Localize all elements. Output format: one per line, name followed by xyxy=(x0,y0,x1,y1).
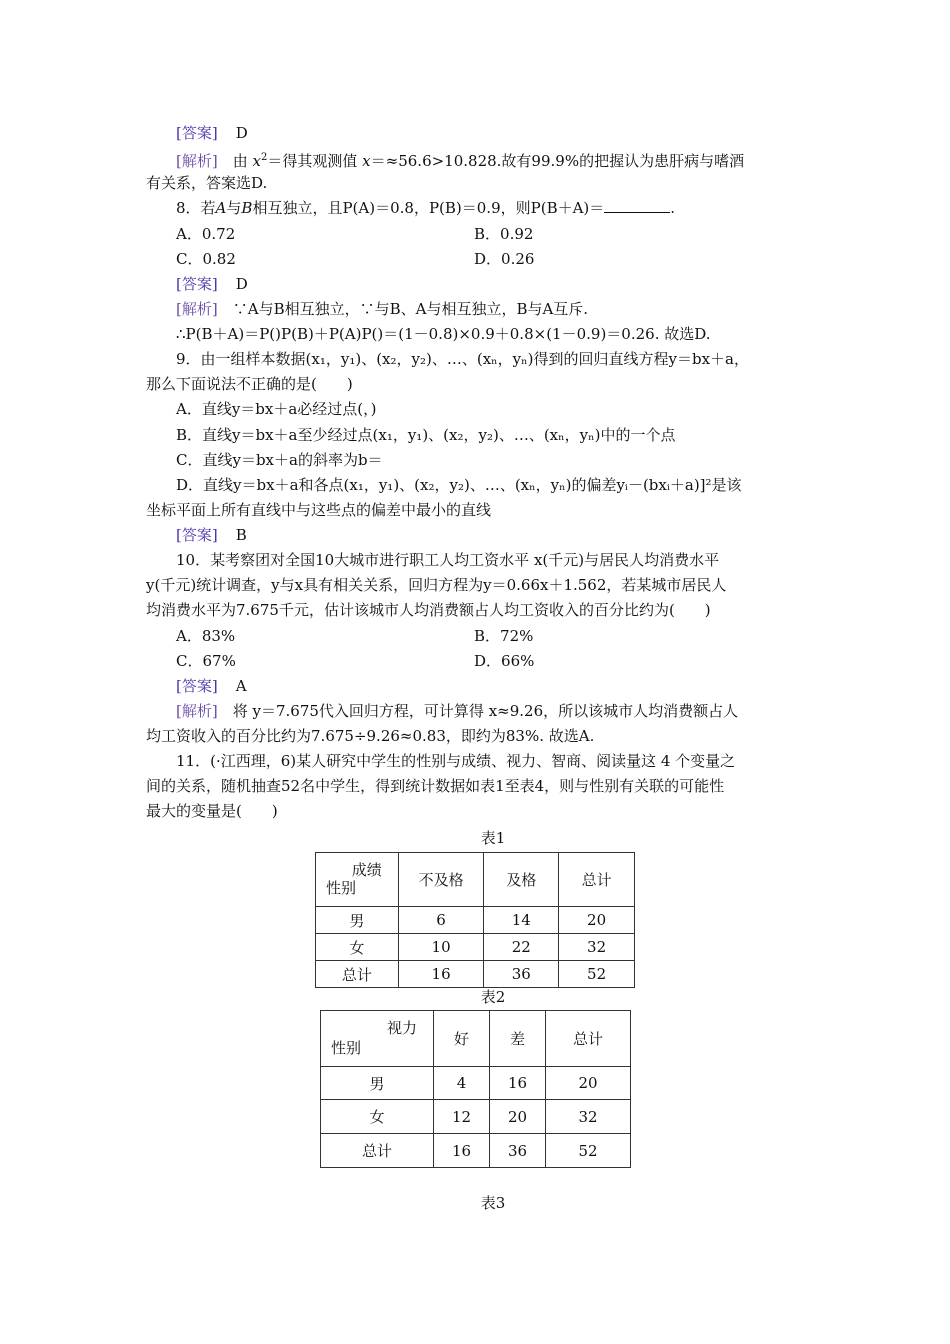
table-cell: 20 xyxy=(559,907,635,934)
table-cell: 男 xyxy=(316,907,399,934)
table-cell: 16 xyxy=(434,1134,490,1168)
analysis-var: x xyxy=(362,152,371,170)
q9-option-c: C．直线y＝bx＋a的斜率为b＝ xyxy=(176,451,383,469)
table-cell: 14 xyxy=(484,907,559,934)
q10-option-d: D．66% xyxy=(474,652,535,670)
q9-answer xyxy=(176,525,247,545)
table-row xyxy=(321,1100,631,1134)
corner-top-label: 成绩 xyxy=(351,861,382,879)
q8-option-c: C．0.82 xyxy=(176,250,236,268)
answer-value: D xyxy=(235,275,248,293)
table-cell: 20 xyxy=(546,1067,631,1100)
q10-stem-line1: 10．某考察团对全国10大城市进行职工人均工资水平 x(千元)与居民人均消费水平 xyxy=(176,551,720,569)
answer-tag: [答案] xyxy=(176,124,218,142)
analysis-text: ＝得其观测值 xyxy=(267,152,358,170)
analysis-text: ＝≈56.6>10.828.故有99.9%的把握认为患肝病与嗜酒 xyxy=(370,152,745,170)
q10-option-c: C．67% xyxy=(176,652,236,670)
table-cell: 10 xyxy=(398,934,484,961)
q7-analysis xyxy=(176,148,744,171)
q11-stem-line2: 间的关系，随机抽查52名中学生，得到统计数据如表1至表4，则与性别有关联的可能性 xyxy=(146,777,725,795)
analysis-tag: [解析] xyxy=(176,702,218,720)
table-cell: 32 xyxy=(546,1100,631,1134)
table-row xyxy=(316,907,635,934)
table3-caption: 表3 xyxy=(480,1194,506,1212)
q10-answer xyxy=(176,676,247,696)
stem-text: P(A)＝0.8，P(B)＝0.9，则 xyxy=(342,199,531,217)
answer-tag: [答案] xyxy=(176,677,218,695)
stem-text: 相互独立，且 xyxy=(252,199,343,217)
q10-analysis xyxy=(176,701,738,721)
q10-stem-line2: y(千元)统计调查，y与x具有相关关系，回归方程为y＝0.66x＋1.562，若某城市居民人 xyxy=(146,576,727,594)
table1-header: 总计 xyxy=(559,853,635,907)
analysis-var: x xyxy=(252,152,261,170)
table-cell: 男 xyxy=(321,1067,434,1100)
table-row xyxy=(321,1134,631,1168)
q10-option-a: A．83% xyxy=(176,627,236,645)
q8-option-d: D．0.26 xyxy=(474,250,535,268)
table-cell: 52 xyxy=(546,1134,631,1168)
q7-answer xyxy=(176,123,248,143)
analysis-text: 由 xyxy=(232,152,248,170)
analysis-tag: [解析] xyxy=(176,300,218,318)
answer-tag: [答案] xyxy=(176,275,218,293)
table-cell: 6 xyxy=(398,907,484,934)
stem-var: B xyxy=(241,199,253,217)
q7-analysis-line2: 有关系，答案选D. xyxy=(146,174,268,192)
q11-stem-line1: 11．(·江西理，6)某人研究中学生的性别与成绩、视力、智商、阅读量这 4 个变量之 xyxy=(176,752,736,770)
q10-analysis-line2: 均工资收入的百分比约为7.675÷9.26≈0.83，即约为83%. 故选A. xyxy=(146,727,595,745)
q9-stem-line2: 那么下面说法不正确的是( ) xyxy=(146,375,353,393)
table-cell: 20 xyxy=(490,1100,546,1134)
table1-corner xyxy=(316,853,399,907)
q8-answer xyxy=(176,274,248,294)
table-cell: 总计 xyxy=(321,1134,434,1168)
table2-corner xyxy=(321,1011,434,1067)
table2-caption: 表2 xyxy=(480,988,506,1006)
table-cell: 总计 xyxy=(316,961,399,988)
analysis-text: 将 y＝7.675代入回归方程，可计算得 x≈9.26，所以该城市人均消费额占人 xyxy=(232,702,739,720)
q10-stem-line3: 均消费水平为7.675千元，估计该城市人均消费额占人均工资收入的百分比约为( ) xyxy=(146,601,711,619)
table1-caption: 表1 xyxy=(480,829,506,847)
table-row xyxy=(316,934,635,961)
analysis-tag: [解析] xyxy=(176,152,218,170)
table1-header: 及格 xyxy=(484,853,559,907)
q10-option-b: B．72% xyxy=(474,627,534,645)
answer-blank xyxy=(604,198,670,213)
table-cell: 16 xyxy=(398,961,484,988)
answer-tag: [答案] xyxy=(176,526,218,544)
stem-text: P(B＋A)＝ xyxy=(530,199,605,217)
table-row xyxy=(321,1067,631,1100)
table-cell: 52 xyxy=(559,961,635,988)
answer-value: A xyxy=(235,677,247,695)
stem-var: A xyxy=(215,199,227,217)
stem-text: . xyxy=(670,199,676,217)
table-cell: 22 xyxy=(484,934,559,961)
table-cell: 16 xyxy=(490,1067,546,1100)
q9-option-d: D．直线y＝bx＋a和各点(x₁，y₁)、(x₂，y₂)、…、(xₙ，yₙ)的偏差yᵢ－(bxᵢ＋a)]²是该 xyxy=(176,476,742,494)
q9-stem-line1: 9．由一组样本数据(x₁，y₁)、(x₂，y₂)、…、(xₙ，yₙ)得到的回归直线方程y＝bx＋a， xyxy=(176,350,749,368)
table1 xyxy=(315,852,635,988)
analysis-text: ∵A与B相互独立，∵与B、A与相互独立，B与A互斥. xyxy=(232,300,589,318)
q8-analysis xyxy=(176,299,588,319)
table1-header: 不及格 xyxy=(398,853,484,907)
answer-value: D xyxy=(235,124,248,142)
table2 xyxy=(320,1010,631,1168)
answer-value: B xyxy=(235,526,247,544)
q11-stem-line3: 最大的变量是( ) xyxy=(146,802,278,820)
q8-option-b: B．0.92 xyxy=(474,225,534,243)
q9-option-a: A．直线y＝bx＋a必经过点(，) xyxy=(176,400,377,418)
table-cell: 32 xyxy=(559,934,635,961)
q8-analysis-line2: ∴P(B＋A)＝P()P(B)＋P(A)P()＝(1－0.8)×0.9＋0.8×(1－0.9)＝0.26. 故选D. xyxy=(176,325,711,343)
corner-bottom-label: 性别 xyxy=(331,1039,362,1057)
table-cell: 女 xyxy=(321,1100,434,1134)
table-cell: 女 xyxy=(316,934,399,961)
corner-bottom-label: 性别 xyxy=(326,879,357,897)
q8-option-a: A．0.72 xyxy=(176,225,236,243)
analysis-sup: 2 xyxy=(261,152,268,163)
q9-option-d-line2: 坐标平面上所有直线中与这些点的偏差中最小的直线 xyxy=(146,501,492,519)
table2-header: 好 xyxy=(434,1011,490,1067)
table2-header: 总计 xyxy=(546,1011,631,1067)
corner-top-label: 视力 xyxy=(386,1019,417,1037)
stem-text: 与 xyxy=(226,199,242,217)
table-cell: 4 xyxy=(434,1067,490,1100)
table-cell: 36 xyxy=(484,961,559,988)
q9-option-b: B．直线y＝bx＋a至少经过点(x₁，y₁)、(x₂，y₂)、…、(xₙ，yₙ)中的一个点 xyxy=(176,426,676,444)
table-row xyxy=(316,961,635,988)
q8-stem xyxy=(176,198,675,218)
table-cell: 12 xyxy=(434,1100,490,1134)
stem-text: 8．若 xyxy=(176,199,216,217)
table2-header: 差 xyxy=(490,1011,546,1067)
table-cell: 36 xyxy=(490,1134,546,1168)
